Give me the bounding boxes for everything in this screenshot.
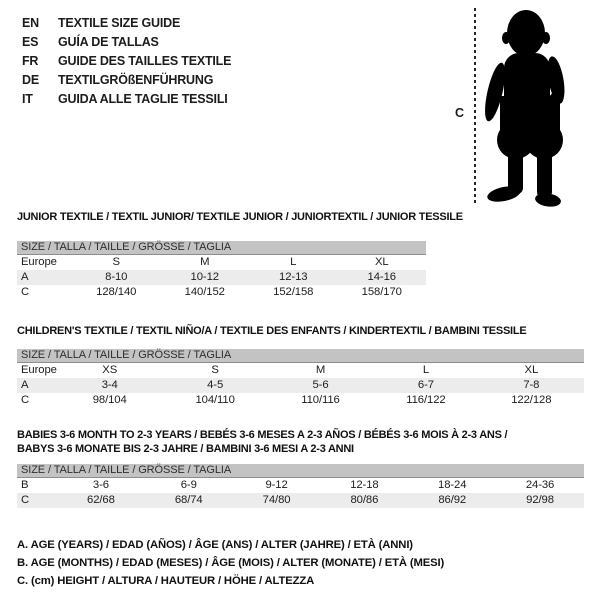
language-title: GUÍA DE TALLAS — [58, 35, 159, 49]
language-title: TEXTILE SIZE GUIDE — [58, 16, 181, 30]
row-value: 3-4 — [101, 379, 118, 391]
row-value: 80/86 — [350, 494, 379, 506]
row-value: 6-9 — [180, 479, 197, 491]
section-title: BABYS 3-6 MONATE BIS 2-3 JAHRE / BAMBINI 3-6 MESI A 2-3 ANNI — [17, 443, 354, 455]
row-value: 110/116 — [301, 394, 340, 406]
row-label: A — [21, 271, 29, 283]
row-value: 122/128 — [511, 394, 552, 406]
row-value: 8-10 — [105, 271, 128, 283]
size-table-header: SIZE / TALLA / TAILLE / GRÖSSE / TAGLIA — [17, 241, 426, 255]
row-value: 12-13 — [279, 271, 308, 283]
table-row — [17, 285, 426, 300]
height-measure-label: C — [455, 106, 465, 120]
footnote-line: A. AGE (YEARS) / EDAD (AÑOS) / ÂGE (ANS) / ALTER (JAHRE) / ETÀ (ANNI) — [17, 539, 413, 551]
row-value: 4-5 — [207, 379, 224, 391]
row-value: 14-16 — [367, 271, 396, 283]
language-row — [22, 52, 231, 71]
language-code: DE — [22, 73, 39, 87]
table-row — [17, 363, 584, 378]
row-label: A — [21, 379, 29, 391]
row-value: 18-24 — [438, 479, 467, 491]
row-label: Europe — [21, 256, 57, 268]
size-guide-section-junior — [17, 210, 584, 300]
language-title: GUIDE DES TAILLES TEXTILE — [58, 54, 232, 68]
row-label: C — [21, 394, 30, 406]
language-code: IT — [22, 92, 33, 106]
baby-silhouette-icon — [482, 8, 578, 208]
row-value: 5-6 — [312, 379, 329, 391]
row-value: 98/104 — [92, 394, 127, 406]
section-title: JUNIOR TEXTILE / TEXTIL JUNIOR/ TEXTILE JUNIOR / JUNIORTEXTIL / JUNIOR TESSILE — [17, 211, 463, 223]
language-title-list — [22, 14, 231, 109]
row-value: 158/170 — [361, 286, 402, 298]
language-row — [22, 14, 231, 33]
language-row — [22, 90, 231, 109]
row-value: 6-7 — [417, 379, 434, 391]
row-value: 104/110 — [195, 394, 235, 406]
row-value: 3-6 — [92, 479, 109, 491]
table-row — [17, 255, 426, 270]
row-value: M — [315, 364, 326, 376]
language-title: TEXTILGRÖßENFÜHRUNG — [58, 73, 214, 87]
footnote-line: B. AGE (MONTHS) / EDAD (MESES) / ÂGE (MOIS) / ALTER (MONATE) / ETÀ (MESI) — [17, 557, 445, 569]
row-label: B — [21, 479, 29, 491]
language-row — [22, 33, 231, 52]
row-label: C — [21, 494, 30, 506]
height-measure-dotted-line — [474, 8, 476, 206]
section-title: CHILDREN'S TEXTILE / TEXTIL NIÑO/A / TEXTILE DES ENFANTS / KINDERTEXTIL / BAMBINI TESSILE — [17, 325, 527, 337]
row-value: 116/122 — [406, 394, 446, 406]
language-code: ES — [22, 35, 39, 49]
section-title: BABIES 3-6 MONTH TO 2-3 YEARS / BEBÉS 3-6 MESES A 2-3 AÑOS / BÉBÉS 3-6 MOIS À 2-3 ANS / — [17, 429, 508, 441]
row-value: L — [290, 256, 297, 268]
row-value: 74/80 — [262, 494, 291, 506]
language-code: FR — [22, 54, 39, 68]
table-row — [17, 270, 426, 285]
size-table-header: SIZE / TALLA / TAILLE / GRÖSSE / TAGLIA — [17, 349, 584, 363]
footnote-line: C. (cm) HEIGHT / ALTURA / HAUTEUR / HÖHE / ALTEZZA — [17, 575, 315, 587]
row-value: S — [112, 256, 120, 268]
row-value: L — [422, 364, 430, 376]
row-value: 10-12 — [190, 271, 219, 283]
table-row — [17, 378, 584, 393]
row-value: XL — [374, 256, 389, 268]
row-value: 62/68 — [87, 494, 115, 506]
row-value: M — [200, 256, 210, 268]
footnotes — [17, 536, 584, 590]
row-value: XL — [524, 364, 539, 376]
row-value: 152/158 — [273, 286, 314, 298]
row-value: 7-8 — [523, 379, 540, 391]
row-label: Europe — [21, 364, 57, 376]
row-value: 24-36 — [525, 479, 555, 491]
language-row — [22, 71, 231, 90]
size-table-junior — [17, 241, 426, 300]
table-row — [17, 393, 584, 408]
row-value: 128/140 — [96, 286, 137, 298]
size-table-children — [17, 349, 584, 408]
size-guide-section-babies — [17, 428, 584, 508]
size-guide-section-children — [17, 324, 584, 408]
size-tables-area — [17, 210, 584, 590]
row-value: 140/152 — [184, 286, 225, 298]
row-value: 9-12 — [265, 479, 288, 491]
table-row — [17, 493, 584, 508]
row-label: C — [21, 286, 30, 298]
row-value: 92/98 — [526, 494, 554, 506]
row-value: 12-18 — [350, 479, 379, 491]
row-value: 68/74 — [174, 494, 203, 506]
row-value: S — [211, 364, 219, 376]
language-code: EN — [22, 16, 39, 30]
size-table-babies — [17, 464, 584, 508]
size-table-header: SIZE / TALLA / TAILLE / GRÖSSE / TAGLIA — [17, 464, 584, 478]
row-value: 86/92 — [438, 494, 467, 506]
table-row — [17, 478, 584, 493]
row-value: XS — [102, 364, 118, 376]
language-title: GUIDA ALLE TAGLIE TESSILI — [58, 92, 228, 106]
